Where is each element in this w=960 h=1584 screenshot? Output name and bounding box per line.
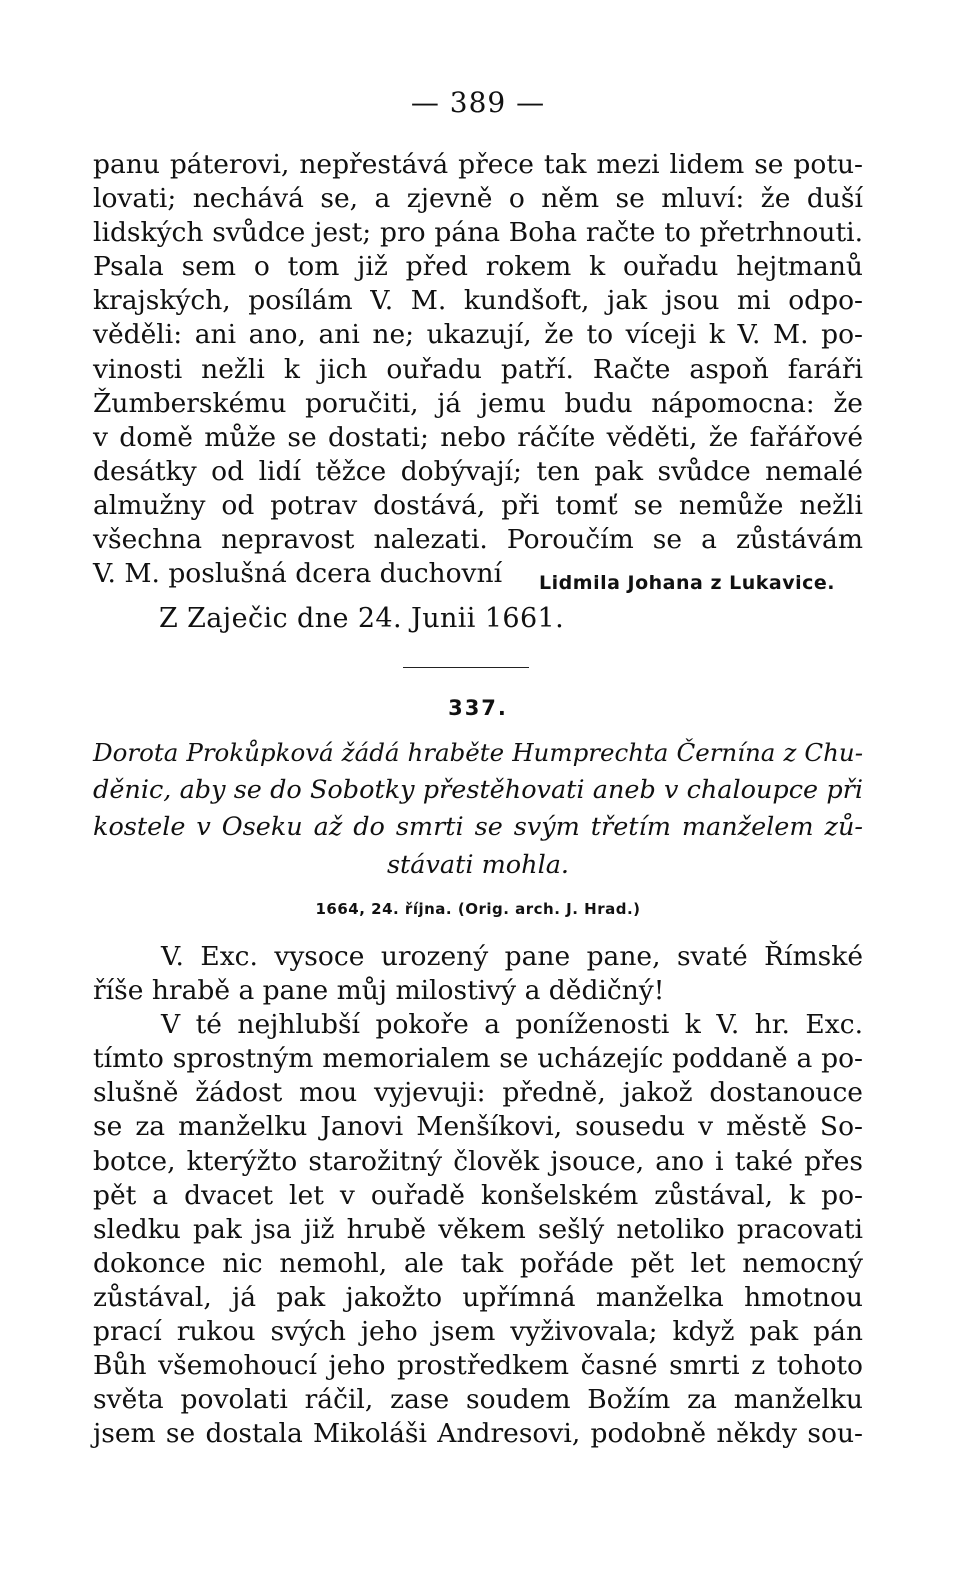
text-line: krajských, posílám V. M. kundšoft, jak jsou mi odpo-	[93, 285, 863, 317]
text-line: se za manželku Janovi Menšíkovi, sousedu v městě So-	[93, 1111, 863, 1143]
text-line: almužny od potrav dostává, při tomť se nemůže nežli	[93, 489, 863, 521]
section-divider	[403, 667, 529, 668]
text-line: Psala sem o tom již před rokem k ouřadu hejtmanů	[93, 251, 863, 283]
heading-line: děnic, aby se do Sobotky přestěhovati aneb v chaloupce při	[93, 774, 863, 805]
text-line: V. M. poslušná dcera duchovní	[93, 558, 503, 590]
document-number: 337.	[448, 696, 508, 720]
text-line: jsem se dostala Mikoláši Andresovi, podobně někdy sou-	[93, 1418, 863, 1450]
text-line: V té nejhlubší pokoře a poníženosti k V. hr. Exc.	[161, 1009, 863, 1041]
heading-line: stávati mohla.	[386, 849, 570, 880]
text-line: dokonce nic nemohl, ale tak pořáde pět let nemocný	[93, 1247, 863, 1279]
text-line: lovati; nechává se, a zjevně o něm se mluví: že duší	[93, 183, 863, 215]
page-number: — 389 —	[410, 86, 546, 119]
text-line: Bůh všemohoucí jeho prostředkem časné smrti z tohoto	[93, 1350, 863, 1382]
text-line: desátky od lidí těžce dobývají; ten pak svůdce nemalé	[93, 455, 863, 487]
text-line: panu páterovi, nepřestává přece tak mezi lidem se potu-	[93, 149, 863, 180]
book-page	[93, 0, 863, 1584]
text-line: prací rukou svých jeho jsem vyživovala; když pak pán	[93, 1316, 863, 1348]
source-note: 1664, 24. října. (Orig. arch. J. Hrad.)	[315, 900, 641, 918]
letter-signature: Lidmila Johana z Lukavice.	[539, 572, 835, 594]
text-line: vinosti nežli k jich ouřadu patří. Račte aspoň faráři	[93, 353, 863, 385]
text-line: V. Exc. vysoce urozený pane pane, svaté Římské	[161, 941, 863, 972]
text-line: sledku pak jsa již hrubě věkem sešlý netoliko pracovati	[93, 1213, 863, 1245]
text-line: všechna nepravost nalezati. Poroučím se a zůstávám	[93, 524, 863, 556]
text-line: v domě může se dostati; nebo ráčíte věděti, že fařářové	[93, 421, 863, 453]
text-line: říše hrabě a pane můj milostivý a dědičný!	[93, 975, 665, 1007]
document-heading	[93, 734, 863, 884]
letter-body	[93, 148, 863, 591]
text-line: slušně žádost mou vyjevuji: předně, jakož dostanouce	[93, 1077, 863, 1109]
text-line: lidských svůdce jest; pro pána Boha račte to přetrhnouti.	[93, 217, 863, 249]
text-line: Žumberskému poručiti, já jemu budu nápomocna: že	[93, 387, 863, 419]
text-line: pět a dvacet let v ouřadě konšelském zůstával, k po-	[93, 1179, 863, 1211]
text-line: botce, kterýžto starožitný člověk jsouce, ano i také přes	[93, 1145, 863, 1177]
text-line: tímto sprostným memorialem se ucházejíc poddaně a po-	[93, 1043, 863, 1075]
text-line: světa povolati ráčil, zase soudem Božím za manželku	[93, 1384, 863, 1416]
text-line: zůstával, já pak jakožto upřímná manželka hmotnou	[93, 1281, 863, 1313]
letter-dateline: Z Zaječic dne 24. Junii 1661.	[159, 603, 565, 634]
document-body	[93, 940, 863, 1451]
heading-line: kostele v Oseku až do smrti se svým třetím manželem zů-	[93, 812, 863, 842]
text-line: věděli: ani ano, ani ne; ukazují, že to víceji k V. M. po-	[93, 319, 863, 351]
heading-line: Dorota Prokůpková žádá hraběte Humprechta Černína z Chu-	[93, 738, 863, 767]
